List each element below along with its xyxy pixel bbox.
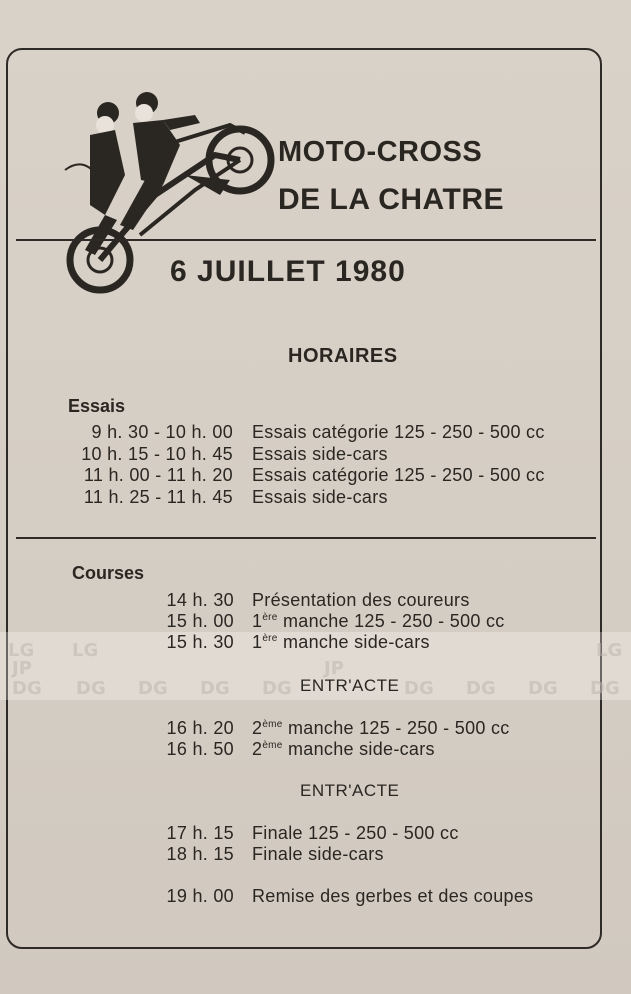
activity — [252, 632, 430, 653]
event-title-line2: DE LA CHATRE — [278, 183, 504, 216]
watermark-lg: LG — [8, 640, 35, 661]
round-number: 1 — [252, 611, 263, 631]
entracte-label: ENTR'ACTE — [300, 676, 400, 695]
watermark-dg: DG — [138, 678, 168, 699]
watermark-jp: JP — [12, 658, 32, 679]
activity: Remise des gerbes et des coupes — [252, 886, 534, 906]
start-time: 15 h. 30 — [166, 632, 234, 652]
ordinal-suffix: ère — [262, 633, 278, 644]
essais-heading: Essais — [68, 396, 126, 416]
time-range: 11 h. 25 - 11 h. 45 — [83, 487, 233, 507]
activity — [252, 718, 510, 739]
activity: Présentation des coureurs — [252, 590, 470, 610]
start-time: 17 h. 15 — [166, 823, 234, 843]
start-time: 18 h. 15 — [166, 844, 234, 864]
start-time: 14 h. 30 — [166, 590, 234, 610]
start-time: 16 h. 20 — [166, 718, 234, 738]
activity — [252, 739, 435, 760]
horaires-heading: HORAIRES — [288, 345, 398, 367]
ordinal-suffix: ère — [262, 612, 278, 623]
round-number: 2 — [252, 739, 263, 759]
activity: Finale side-cars — [252, 844, 384, 864]
activity-text: manche side-cars — [282, 739, 435, 759]
watermark-lg: LG — [72, 640, 99, 661]
activity-text: manche 125 - 250 - 500 cc — [282, 718, 510, 738]
start-time: 15 h. 00 — [166, 611, 234, 631]
section-divider — [16, 537, 596, 539]
watermark-dg: DG — [404, 678, 434, 699]
activity-text: manche side-cars — [277, 632, 430, 652]
activity — [252, 611, 505, 632]
watermark-dg: DG — [76, 678, 106, 699]
watermark-dg: DG — [466, 678, 496, 699]
activity-text: manche 125 - 250 - 500 cc — [277, 611, 505, 631]
ordinal-suffix: ème — [262, 740, 283, 751]
header-divider — [16, 239, 596, 241]
activity: Essais catégorie 125 - 250 - 500 cc — [252, 465, 545, 485]
watermark-dg: DG — [200, 678, 230, 699]
activity: Essais side-cars — [252, 487, 388, 507]
start-time: 16 h. 50 — [166, 739, 234, 759]
watermark-dg: DG — [590, 678, 620, 699]
time-range: 9 h. 30 - 10 h. 00 — [91, 422, 233, 442]
activity: Essais side-cars — [252, 444, 388, 464]
watermark-dg: DG — [528, 678, 558, 699]
ordinal-suffix: ème — [262, 719, 283, 730]
time-range: 10 h. 15 - 10 h. 45 — [81, 444, 233, 464]
event-date: 6 JUILLET 1980 — [170, 255, 406, 288]
watermark-dg: DG — [12, 678, 42, 699]
time-range: 11 h. 00 - 11 h. 20 — [83, 465, 233, 485]
round-number: 1 — [252, 632, 263, 652]
entracte-label: ENTR'ACTE — [300, 781, 400, 800]
activity: Essais catégorie 125 - 250 - 500 cc — [252, 422, 545, 442]
watermark-dg: DG — [262, 678, 292, 699]
watermark-lg: LG — [596, 640, 623, 661]
courses-heading: Courses — [72, 563, 145, 583]
event-title-line1: MOTO-CROSS — [278, 136, 483, 168]
watermark-jp: JP — [324, 658, 344, 679]
activity: Finale 125 - 250 - 500 cc — [252, 823, 459, 843]
start-time: 19 h. 00 — [166, 886, 234, 906]
round-number: 2 — [252, 718, 263, 738]
